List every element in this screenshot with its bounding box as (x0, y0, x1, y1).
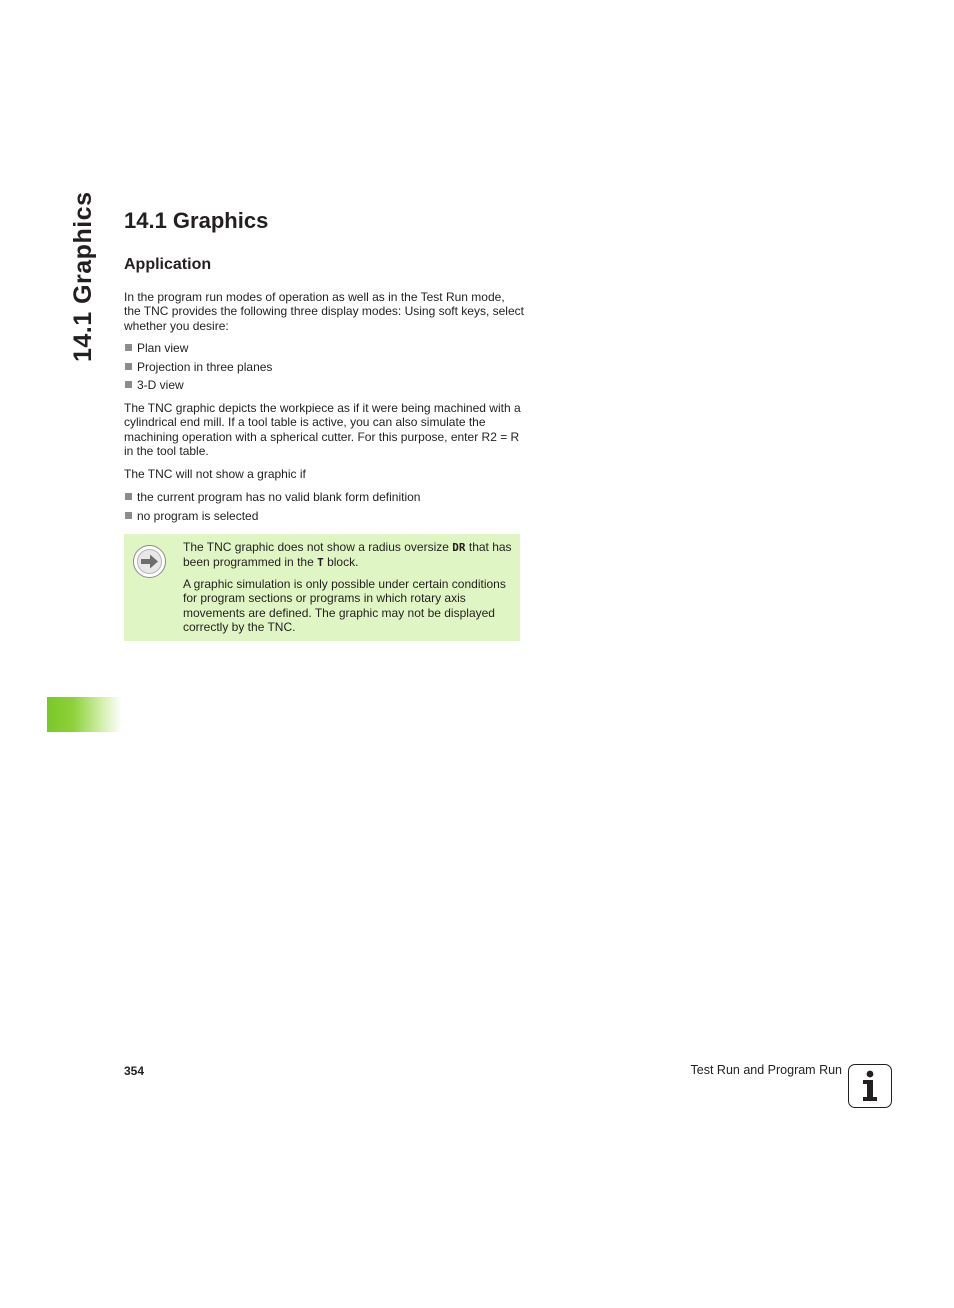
list-item-label: Projection in three planes (137, 360, 273, 374)
not-shown-intro: The TNC will not show a graphic if (124, 467, 306, 481)
list-item (124, 341, 524, 355)
bullet-square-icon (125, 344, 132, 351)
code-t: T (317, 556, 324, 570)
code-dr: DR (452, 541, 466, 554)
list-item-label: 3-D view (137, 378, 184, 392)
footer-chapter-title: Test Run and Program Run (690, 1063, 842, 1077)
list-item-label: the current program has no valid blank form definition (137, 490, 421, 504)
list-item (124, 509, 524, 523)
side-chapter-title: 14.1 Graphics (69, 191, 97, 362)
arrow-right-icon (133, 545, 166, 578)
list-item (124, 378, 524, 392)
graphic-paragraph: The TNC graphic depicts the workpiece as if it were being machined with a cylindrical end mill. If a tool table is active, you can also simulate the machining operation with a spherical cutter. For this purpose, enter R2 = R in the tool table. (124, 401, 521, 458)
bullet-square-icon (125, 363, 132, 370)
list-item-label: no program is selected (137, 509, 259, 523)
list-item-label: Plan view (137, 341, 189, 355)
bullet-square-icon (125, 512, 132, 519)
page-number: 354 (124, 1064, 145, 1078)
note-paragraph-1: The TNC graphic does not show a radius oversize DR that has been programmed in the T block. (183, 540, 512, 570)
bullet-square-icon (125, 381, 132, 388)
page-title: 14.1 Graphics (124, 208, 269, 233)
note-box (124, 534, 520, 641)
note-paragraph-2: A graphic simulation is only possible under certain conditions for program sections or programs in which rotary axis movements are defined. The graphic may not be displayed correctly by the TNC. (183, 577, 506, 634)
intro-paragraph: In the program run modes of operation as well as in the Test Run mode, the TNC provides the following three display modes: Using soft keys, select whether you desire: (124, 290, 524, 333)
list-item (124, 490, 524, 504)
chapter-thumb-tab (47, 697, 122, 732)
section-title: Application (124, 256, 212, 273)
info-icon (848, 1064, 892, 1108)
list-item (124, 360, 524, 374)
bullet-square-icon (125, 493, 132, 500)
